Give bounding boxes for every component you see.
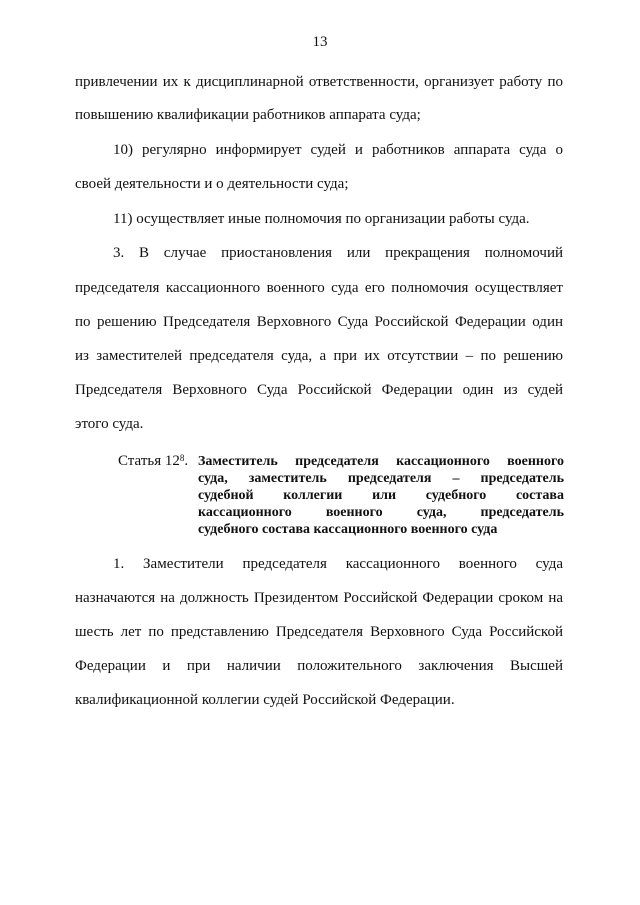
text-line: Председателя Верховного Суда Российской Федерации один из судей: [75, 382, 563, 398]
article-title-line: суда, заместитель председателя – председатель: [198, 471, 564, 486]
text-line: по решению Председателя Верховного Суда Российской Федерации один: [75, 314, 563, 330]
article-title: [198, 453, 564, 538]
article-label-prefix: Статья 12: [118, 453, 180, 469]
text-line: 1. Заместители председателя кассационного военного суда: [113, 556, 563, 572]
text-line: из заместителей председателя суда, а при их отсутствии – по решению: [75, 348, 563, 364]
text-line: этого суда.: [75, 416, 144, 432]
article-label: [118, 452, 188, 470]
text-line: привлечении их к дисциплинарной ответственности, организует работу по: [75, 74, 563, 90]
text-line: 10) регулярно информирует судей и работников аппарата суда о: [113, 142, 563, 158]
article-title-line: судебного состава кассационного военного суда: [198, 522, 498, 537]
article-label-suffix: .: [184, 453, 189, 469]
article-title-line: кассационного военного суда, председатель: [198, 505, 564, 520]
text-line: шесть лет по представлению Председателя Верховного Суда Российской: [75, 624, 563, 640]
text-line: председателя кассационного военного суда его полномочия осуществляет: [75, 280, 563, 296]
article-title-line: судебной коллегии или судебного состава: [198, 488, 564, 503]
page-number: 13: [312, 34, 328, 50]
article-title-line: Заместитель председателя кассационного военного: [198, 454, 564, 469]
text-line: 3. В случае приостановления или прекращения полномочий: [113, 245, 563, 261]
article-label-superscript: 8: [179, 453, 185, 463]
text-line: 11) осуществляет иные полномочия по организации работы суда.: [113, 211, 530, 227]
text-line: Федерации и при наличии положительного заключения Высшей: [75, 658, 563, 674]
text-line: назначаются на должность Президентом Российской Федерации сроком на: [75, 590, 563, 606]
text-line: квалификационной коллегии судей Российской Федерации.: [75, 692, 455, 708]
text-line: своей деятельности и о деятельности суда;: [75, 176, 349, 192]
text-line: повышению квалификации работников аппарата суда;: [75, 107, 421, 123]
